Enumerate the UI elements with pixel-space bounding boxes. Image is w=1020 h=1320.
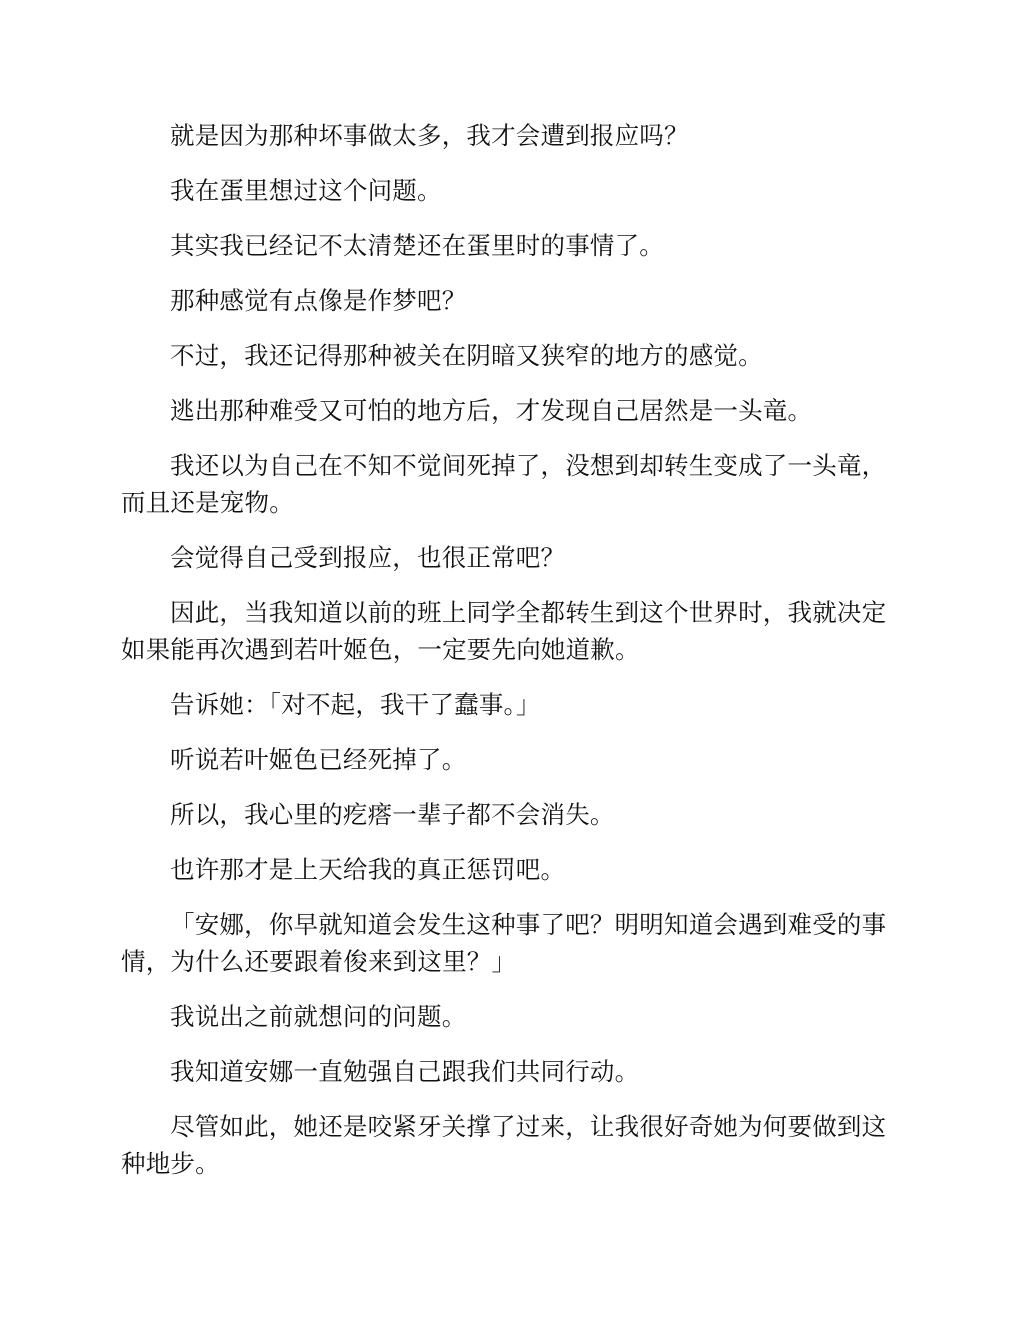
paragraph: 「安娜，你早就知道会发生这种事了吧？明明知道会遇到难受的事情，为什么还要跟着俊来到这里？」 [121,910,887,976]
paragraph: 那种感觉有点像是作梦吧？ [170,286,467,315]
document-page [121,117,897,1200]
paragraph: 就是因为那种坏事做太多，我才会遭到报应吗？ [170,121,689,150]
paragraph: 我知道安娜一直勉强自己跟我们共同行动。 [170,1057,640,1086]
paragraph: 我还以为自己在不知不觉间死掉了，没想到却转生变成了一头竜，而且还是宠物。 [121,451,887,517]
paragraph: 尽管如此，她还是咬紧牙关撑了过来，让我很好奇她为何要做到这种地步。 [121,1112,887,1178]
paragraph: 告诉她：「对不起，我干了蠢事。」 [170,690,541,719]
paragraph: 所以，我心里的疙瘩一辈子都不会消失。 [170,800,615,829]
paragraph: 因此，当我知道以前的班上同学全都转生到这个世界时，我就决定如果能再次遇到若叶姬色，一定要先向她道歉。 [121,598,887,664]
paragraph: 会觉得自己受到报应，也很正常吧？ [170,543,566,572]
paragraph: 听说若叶姬色已经死掉了。 [170,745,467,774]
paragraph: 逃出那种难受又可怕的地方后，才发现自己居然是一头竜。 [170,396,813,425]
paragraph: 其实我已经记不太清楚还在蛋里时的事情了。 [170,231,664,260]
paragraph: 也许那才是上天给我的真正惩罚吧。 [170,855,566,884]
paragraph: 我在蛋里想过这个问题。 [170,176,442,205]
paragraph: 我说出之前就想问的问题。 [170,1002,467,1031]
paragraph: 不过，我还记得那种被关在阴暗又狭窄的地方的感觉。 [170,341,763,370]
